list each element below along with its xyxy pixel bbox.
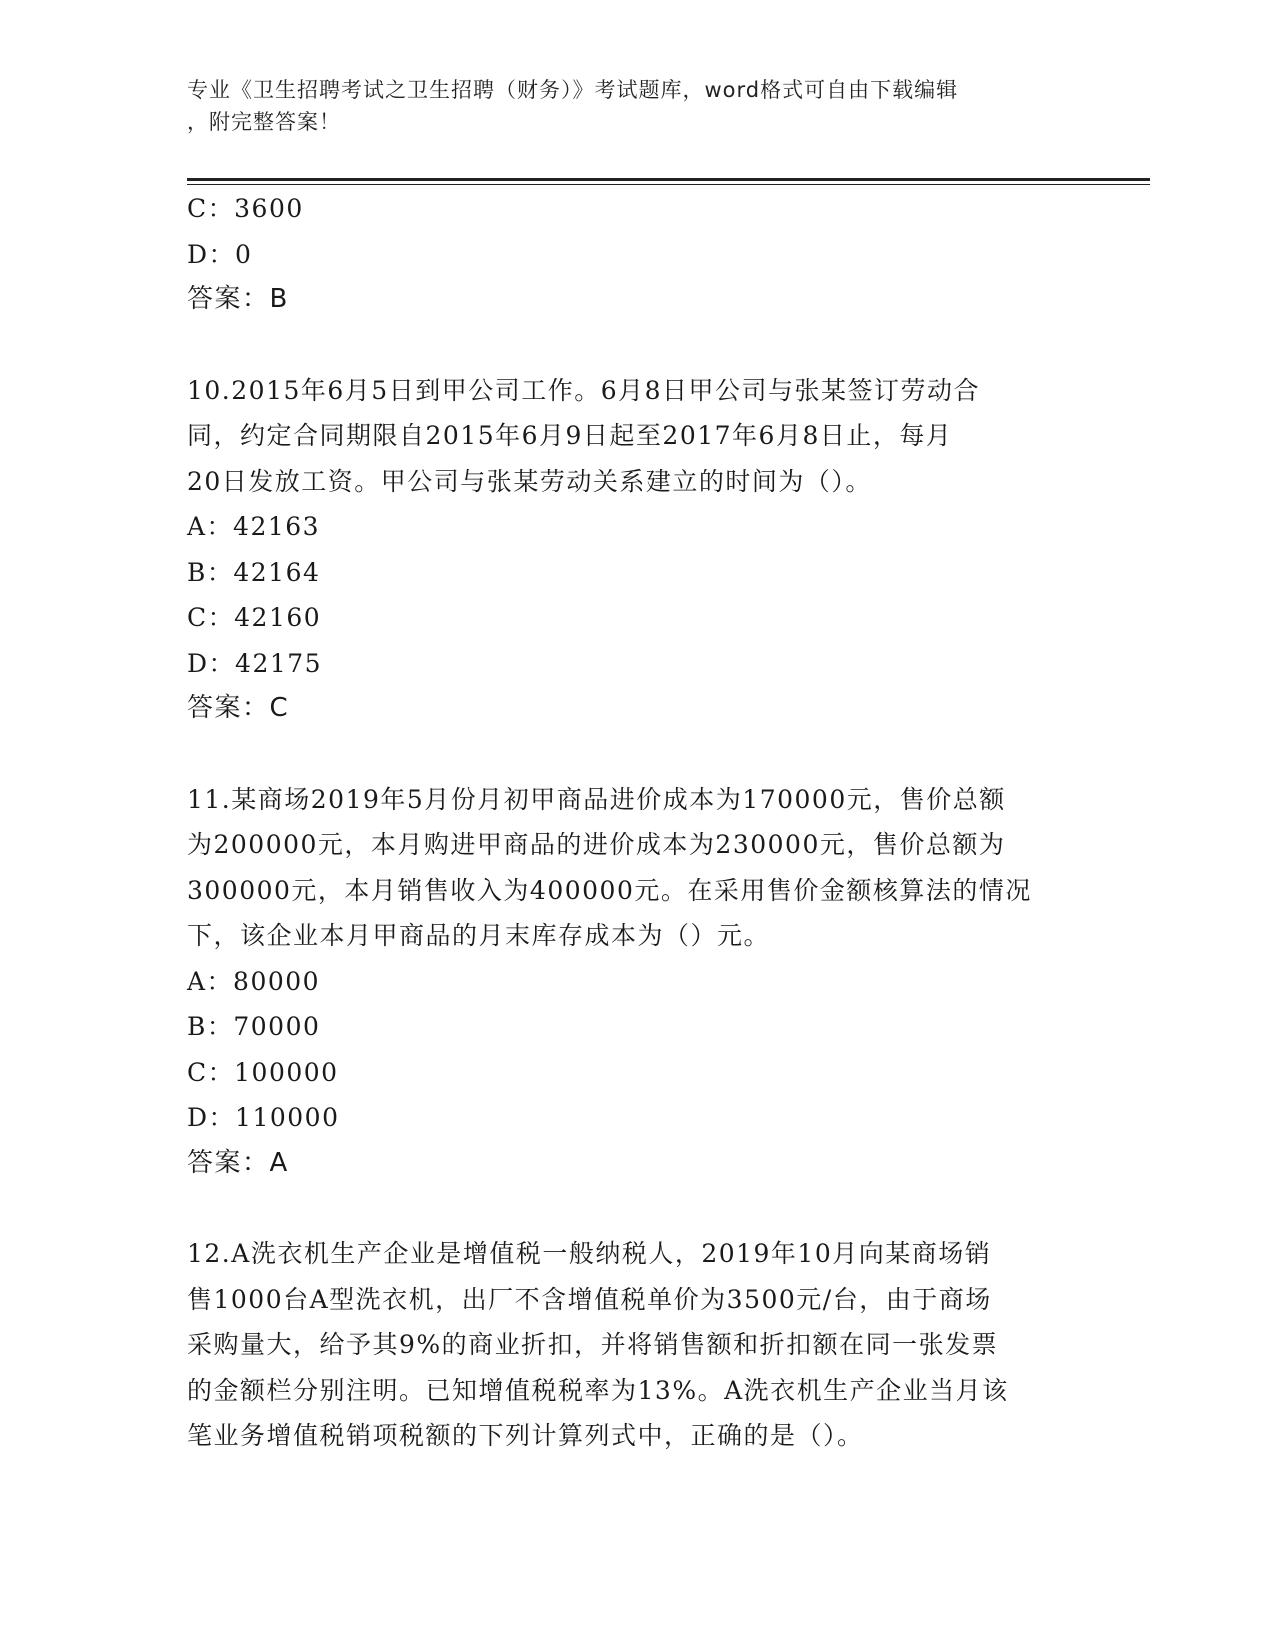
q11-option-a: A：80000 xyxy=(187,966,321,996)
q12-text-line-1: 12.A洗衣机生产企业是增值税一般纳税人，2019年10月向某商场销 xyxy=(187,1239,992,1268)
question-12 xyxy=(187,1231,1087,1459)
spacer xyxy=(187,1186,1087,1231)
header-divider-thick xyxy=(187,178,1150,181)
q10-option-c: C：42160 xyxy=(187,603,322,632)
document-header xyxy=(187,74,1077,138)
q12-text-line-2: 售1000台A型洗衣机，出厂不含增值税单价为3500元/台，由于商场 xyxy=(187,1284,992,1314)
spacer xyxy=(187,732,1087,777)
question-11 xyxy=(187,777,1087,1187)
q10-text-line-1: 10.2015年6月5日到甲公司工作。6月8日甲公司与张某签订劳动合 xyxy=(187,375,981,405)
q11-text-line-3: 300000元，本月销售收入为400000元。在采用售价金额核算法的情况 xyxy=(187,875,1032,905)
spacer xyxy=(187,323,1087,368)
q11-option-c: C：100000 xyxy=(187,1057,339,1087)
q10-text-line-2: 同，约定合同期限自2015年6月9日起至2017年6月8日止，每月 xyxy=(187,421,953,450)
q11-option-d: D：110000 xyxy=(187,1103,340,1132)
q12-text-line-4: 的金额栏分别注明。已知增值税税率为13%。A洗衣机生产企业当月该 xyxy=(187,1375,1009,1405)
header-title-line-2: ，附完整答案！ xyxy=(187,110,341,134)
q11-answer: 答案：A xyxy=(187,1147,289,1178)
q10-option-a: A：42163 xyxy=(187,512,321,541)
q12-text-line-3: 采购量大，给予其9%的商业折扣，并将销售额和折扣额在同一张发票 xyxy=(187,1330,999,1359)
question-list xyxy=(187,186,1087,1459)
q9-option-c: C：3600 xyxy=(187,194,304,223)
q10-answer: 答案：C xyxy=(187,693,290,723)
q11-text-line-2: 为200000元，本月购进甲商品的进价成本为230000元，售价总额为 xyxy=(187,830,1006,859)
q10-option-d: D：42175 xyxy=(187,648,323,678)
q11-text-line-4: 下，该企业本月甲商品的月末库存成本为（）元。 xyxy=(187,921,771,950)
header-title-line-1: 专业《卫生招聘考试之卫生招聘（财务）》考试题库，word格式可自由下载编辑 xyxy=(187,78,959,102)
q9-answer: 答案：B xyxy=(187,284,289,314)
q10-text-line-3: 20日发放工资。甲公司与张某劳动关系建立的时间为（）。 xyxy=(187,466,872,496)
q10-option-b: B：42164 xyxy=(187,557,321,587)
q11-text-line-1: 11.某商场2019年5月份月初甲商品进价成本为170000元，售价总额 xyxy=(187,784,1006,814)
question-10 xyxy=(187,368,1087,732)
q9-option-d: D：0 xyxy=(187,239,253,269)
q11-option-b: B：70000 xyxy=(187,1012,321,1041)
q12-text-line-5: 笔业务增值税销项税额的下列计算列式中，正确的是（）。 xyxy=(187,1421,864,1450)
header-divider-thin xyxy=(187,184,1150,185)
question-9 xyxy=(187,186,1087,323)
